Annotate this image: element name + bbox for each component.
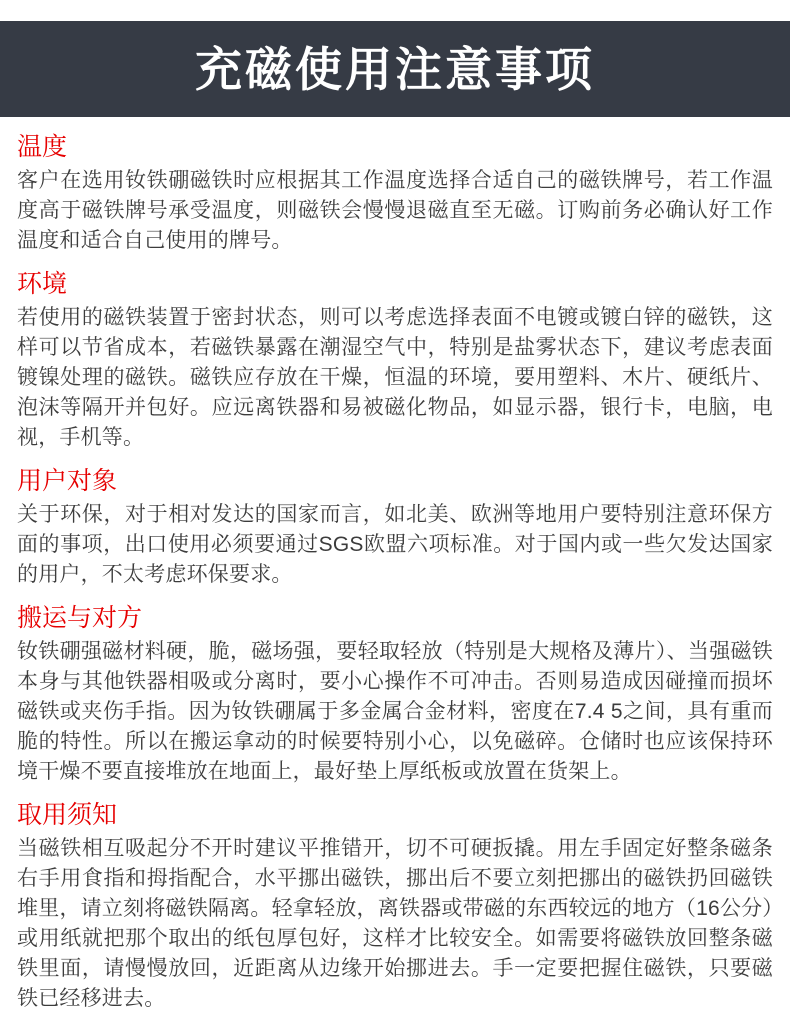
- section-body-text: 客户在选用钕铁硼磁铁时应根据其工作温度选择合适自己的磁铁牌号，若工作温度高于磁铁牌号承受温度，则磁铁会慢慢退磁直至无磁。订购前务必确认好工作温度和适合自己使用的牌号。: [17, 169, 773, 252]
- section-body-text: 若使用的磁铁装置于密封状态，则可以考虑选择表面不电镀或镀白锌的磁铁，这样可以节省成本，若磁铁暴露在潮湿空气中，特别是盐雾状态下，建议考虑表面镀镍处理的磁铁。磁铁应存放在干燥，恒温的环境，要用塑料、木片、硬纸片、泡沫等隔开并包好。应远离铁器和易被磁化物品，如显示器，银行卡，电脑，电视，手机等。: [17, 306, 773, 449]
- section-body-text: 当磁铁相互吸起分不开时建议平推错开，切不可硬扳撬。用左手固定好整条磁条右手用食指和拇指配合，水平挪出磁铁，挪出后不要立刻把挪出的磁铁扔回磁铁堆里，请立刻将磁铁隔离。轻拿轻放，离铁器或带磁的东西较远的地方（16公分）或用纸就把那个取出的纸包厚包好，这样才比较安全。如需要将磁铁放回整条磁铁里面，请慢慢放回，近距离从边缘开始挪进去。手一定要把握住磁铁，只要磁铁已经移进去。: [17, 837, 773, 1010]
- page-title: 充磁使用注意事项: [195, 42, 595, 96]
- notice-section: [17, 801, 773, 1014]
- section-heading: 环境: [17, 270, 68, 298]
- section-body-text: 钕铁硼强磁材料硬，脆，磁场强，要轻取轻放（特别是大规格及薄片）、当强磁铁本身与其他铁器相吸或分离时，要小心操作不可冲击。否则易造成因碰撞而损坏磁铁或夹伤手指。因为钕铁硼属于多金属合金材料，密度在7.4 5之间，具有重而脆的特性。所以在搬运拿动的时候要特别小心，以免磁碎。仓储时也应该保持环境干燥不要直接堆放在地面上，最好垫上厚纸板或放置在货架上。: [17, 640, 773, 783]
- notice-section: [17, 604, 773, 787]
- notice-section: [17, 133, 773, 256]
- section-heading: 取用须知: [17, 801, 118, 829]
- notice-section: [17, 467, 773, 590]
- section-body-text: 关于环保，对于相对发达的国家而言，如北美、欧洲等地用户要特别注意环保方面的事项，出口使用必须要通过SGS欧盟六项标准。对于国内或一些欠发达国家的用户，不太考虑环保要求。: [17, 503, 773, 586]
- section-heading: 搬运与对方: [17, 604, 143, 632]
- top-white-strip: [0, 0, 790, 21]
- content-area: [0, 117, 790, 1014]
- section-heading: 温度: [17, 133, 68, 161]
- section-heading: 用户对象: [17, 467, 118, 495]
- title-banner: [0, 21, 790, 117]
- notice-section: [17, 270, 773, 453]
